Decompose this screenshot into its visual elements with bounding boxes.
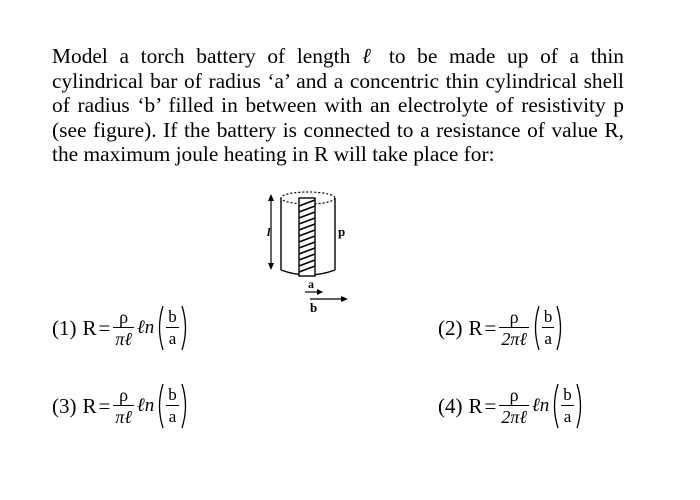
left-paren — [531, 305, 540, 351]
coefficient-fraction — [113, 386, 134, 426]
right-paren — [181, 305, 190, 351]
coefficient-numerator: ρ — [119, 385, 129, 405]
argument-denominator: a — [168, 329, 177, 348]
question-text — [52, 44, 624, 167]
coefficient-denominator: πℓ — [115, 329, 132, 349]
coefficient-fraction — [499, 386, 529, 426]
option-lhs: R — [82, 393, 97, 418]
question-line-2: cylindrical bar of radius ‘a’ and a concentric thin cylindrical shell — [52, 68, 624, 93]
coefficient-numerator: ρ — [509, 385, 519, 405]
option-number: (2) — [438, 315, 463, 340]
log-symbol: ℓn — [136, 317, 155, 338]
left-paren — [550, 383, 559, 429]
option-equals: = — [98, 315, 111, 340]
option-number: (4) — [438, 393, 463, 418]
argument-fraction — [166, 386, 179, 426]
resistivity-label: p — [338, 224, 346, 239]
option-lhs: R — [82, 315, 97, 340]
log-symbol: ℓn — [531, 395, 550, 416]
log-argument — [155, 305, 190, 351]
argument-numerator: b — [168, 307, 177, 326]
argument-group — [531, 305, 566, 351]
left-paren — [155, 383, 164, 429]
option-lhs: R — [468, 315, 483, 340]
option-number: (3) — [52, 393, 77, 418]
radius-b-label: b — [310, 300, 318, 315]
option-lhs: R — [468, 393, 483, 418]
argument-numerator: b — [543, 307, 553, 326]
radius-b-arrowhead — [341, 296, 348, 302]
coefficient-fraction — [499, 308, 529, 348]
coefficient-denominator: πℓ — [115, 407, 132, 427]
coefficient-denominator: 2πℓ — [501, 407, 527, 427]
argument-fraction — [561, 386, 574, 426]
argument-fraction — [542, 308, 555, 348]
option-4[interactable] — [438, 376, 585, 436]
coefficient-denominator: 2πℓ — [501, 329, 527, 349]
coefficient-numerator: ρ — [509, 307, 519, 327]
right-paren — [556, 305, 565, 351]
argument-denominator: a — [563, 407, 572, 426]
argument-denominator: a — [168, 407, 177, 426]
question-line-1-start: Model a torch battery of length — [52, 44, 351, 68]
battery-figure — [258, 186, 368, 316]
option-number: (1) — [52, 315, 77, 340]
question-line-5: the maximum joule heating in R will take place for: — [52, 142, 495, 166]
radius-a-label: a — [308, 277, 314, 291]
coefficient-fraction — [113, 308, 134, 348]
log-argument — [550, 383, 585, 429]
question-line-1-end: to be made up of a thin — [388, 44, 624, 68]
coefficient-numerator: ρ — [119, 307, 129, 327]
length-label: l — [267, 225, 271, 239]
option-1[interactable] — [52, 298, 190, 358]
right-paren — [181, 383, 190, 429]
log-argument — [155, 383, 190, 429]
log-symbol: ℓn — [136, 395, 155, 416]
length-arrow-bottom — [268, 263, 274, 270]
right-paren — [576, 383, 585, 429]
argument-fraction — [166, 308, 179, 348]
argument-denominator: a — [544, 329, 552, 348]
option-equals: = — [98, 393, 111, 418]
option-equals: = — [484, 315, 497, 340]
question-line-4: (see figure). If the battery is connected to a resistance of value R, — [52, 117, 624, 142]
length-symbol: ℓ — [361, 44, 378, 68]
question-line-3: of radius ‘b’ filled in between with an electrolyte of resistivity p — [52, 93, 624, 117]
option-equals: = — [484, 393, 497, 418]
left-paren — [155, 305, 164, 351]
length-arrow-top — [268, 194, 274, 201]
option-2[interactable] — [438, 298, 565, 358]
argument-numerator: b — [168, 385, 177, 404]
argument-numerator: b — [563, 385, 572, 404]
radius-a-arrowhead — [317, 289, 323, 295]
question-line-1 — [52, 44, 624, 69]
option-3[interactable] — [52, 376, 190, 436]
battery-diagram — [258, 186, 368, 316]
